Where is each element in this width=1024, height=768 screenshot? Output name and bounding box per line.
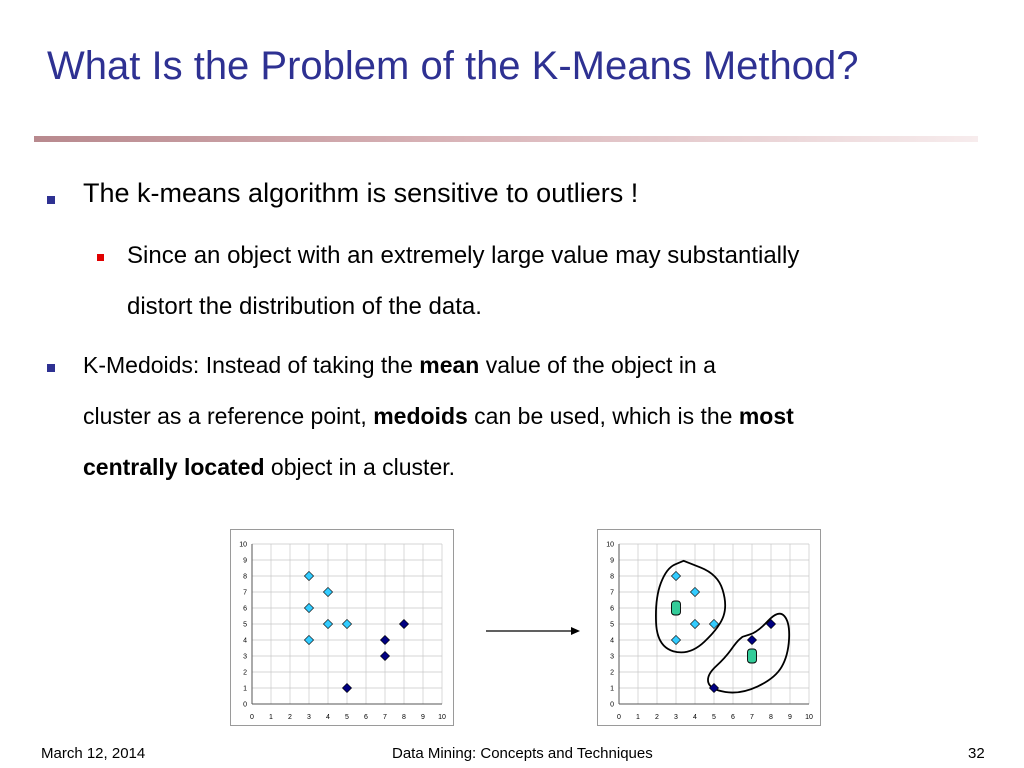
- x-tick-label: 7: [750, 714, 754, 721]
- emphasis-centrally-located: centrally located: [83, 454, 265, 480]
- scatter-chart-before: [230, 529, 454, 726]
- bullet-marker: [47, 364, 55, 372]
- x-tick-label: 0: [617, 714, 621, 721]
- x-tick-label: 3: [307, 714, 311, 721]
- x-tick-label: 2: [288, 714, 292, 721]
- x-tick-label: 5: [712, 714, 716, 721]
- y-tick-label: 6: [610, 605, 614, 613]
- bullet-marker: [47, 196, 55, 204]
- x-tick-label: 8: [769, 714, 773, 721]
- kmedoids-line-1: [83, 340, 716, 391]
- y-tick-label: 2: [610, 669, 614, 677]
- text-run: cluster as a reference point,: [83, 403, 374, 429]
- medoid-marker: [672, 601, 681, 615]
- footer-page-number: 32: [968, 745, 985, 762]
- arrow-right-icon: [484, 624, 584, 638]
- kmedoids-line-3: [83, 442, 455, 493]
- text-run: value of the object in a: [479, 352, 716, 378]
- y-tick-label: 6: [243, 605, 247, 613]
- slide-title: What Is the Problem of the K-Means Method?: [47, 44, 859, 88]
- y-tick-label: 3: [610, 653, 614, 661]
- x-tick-label: 1: [269, 714, 273, 721]
- x-tick-label: 1: [636, 714, 640, 721]
- x-tick-label: 2: [655, 714, 659, 721]
- y-tick-label: 8: [610, 573, 614, 581]
- kmedoids-line-2: [83, 391, 794, 442]
- x-tick-label: 10: [438, 714, 446, 721]
- y-tick-label: 1: [243, 685, 247, 693]
- text-run: can be used, which is the: [467, 403, 739, 429]
- x-tick-label: 5: [345, 714, 349, 721]
- x-tick-label: 3: [674, 714, 678, 721]
- y-tick-label: 5: [610, 621, 614, 629]
- y-tick-label: 0: [610, 701, 614, 709]
- x-tick-label: 4: [326, 714, 330, 721]
- title-divider: [34, 136, 978, 142]
- x-tick-label: 7: [383, 714, 387, 721]
- chart-frame: [598, 530, 821, 726]
- x-tick-label: 6: [731, 714, 735, 721]
- y-tick-label: 1: [610, 685, 614, 693]
- y-tick-label: 4: [610, 637, 614, 645]
- x-tick-label: 9: [788, 714, 792, 721]
- y-tick-label: 4: [243, 637, 247, 645]
- text-run: object in a cluster.: [264, 454, 456, 480]
- text-run: K-Medoids: Instead of taking the: [83, 352, 420, 378]
- x-tick-label: 9: [421, 714, 425, 721]
- y-tick-label: 8: [243, 573, 247, 581]
- y-tick-label: 9: [610, 557, 614, 565]
- y-tick-label: 2: [243, 669, 247, 677]
- emphasis-mean: mean: [419, 352, 480, 378]
- bullet-kmeans-sensitive: The k-means algorithm is sensitive to outliers !: [83, 178, 639, 208]
- x-tick-label: 8: [402, 714, 406, 721]
- x-tick-label: 4: [693, 714, 697, 721]
- y-tick-label: 3: [243, 653, 247, 661]
- sub-bullet-line-2: distort the distribution of the data.: [127, 293, 482, 320]
- footer-date: March 12, 2014: [41, 745, 146, 762]
- chart-frame: [231, 530, 454, 726]
- y-tick-label: 10: [239, 541, 247, 549]
- y-tick-label: 9: [243, 557, 247, 565]
- x-tick-label: 10: [805, 714, 813, 721]
- x-tick-label: 6: [364, 714, 368, 721]
- emphasis-medoids: medoids: [373, 403, 468, 429]
- y-tick-label: 5: [243, 621, 247, 629]
- sub-bullet-line-1: Since an object with an extremely large value may substantially: [127, 242, 800, 269]
- x-tick-label: 0: [250, 714, 254, 721]
- medoid-marker: [748, 649, 757, 663]
- y-tick-label: 10: [606, 541, 614, 549]
- y-tick-label: 7: [243, 589, 247, 597]
- emphasis-most: most: [738, 403, 794, 429]
- scatter-chart-medoids: [597, 529, 821, 726]
- sub-bullet-marker: [97, 254, 104, 261]
- y-tick-label: 7: [610, 589, 614, 597]
- y-tick-label: 0: [243, 701, 247, 709]
- footer-course: Data Mining: Concepts and Techniques: [392, 745, 653, 762]
